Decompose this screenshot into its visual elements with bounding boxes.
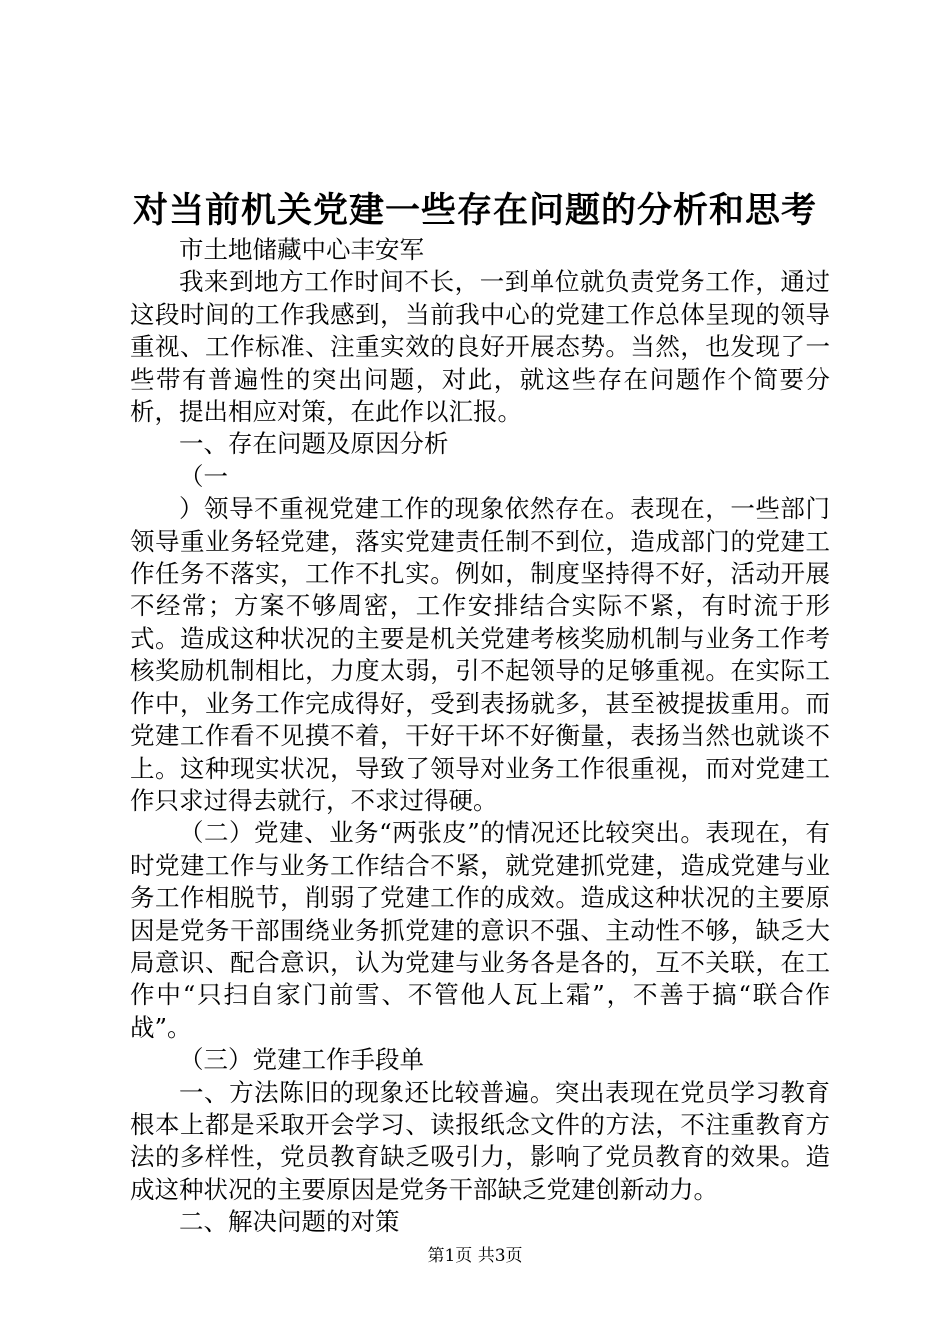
- section-heading-problems: 一、存在问题及原因分析: [179, 429, 449, 459]
- subheading-three: （三）党建工作手段单: [179, 1045, 424, 1075]
- document-body: [130, 234, 830, 1239]
- subheading-one-fragment: （一: [179, 461, 228, 491]
- section-heading-solutions: 二、解决问题的对策: [179, 1207, 400, 1237]
- author-line: 市土地储藏中心丰安军: [179, 235, 424, 264]
- paragraph-methods: 一、方法陈旧的现象还比较普遍。突出表现在党员学习教育根本上都是采取开会学习、读报纸念文件的方法，不注重教育方法的多样性，党员教育缺乏吸引力，影响了党员教育的效果。造成这种状况的主要原因是党务干部缺乏党建创新动力。: [130, 1077, 830, 1204]
- page-number-footer: 第1页 共3页: [427, 1246, 523, 1266]
- paragraph-leadership: ）领导不重视党建工作的现象依然存在。表现在，一些部门领导重业务轻党建，落实党建责任制不到位，造成部门的党建工作任务不落实，工作不扎实。例如，制度坚持得不好，活动开展不经常；方案不够周密，工作安排结合实际不紧，有时流于形式。造成这种状况的主要是机关党建考核奖励机制与业务工作考核奖励机制相比，力度太弱，引不起领导的足够重视。在实际工作中，业务工作完成得好，受到表扬就多，甚至被提拔重用。而党建工作看不见摸不着，干好干坏不好衡量，表扬当然也就谈不上。这种现实状况，导致了领导对业务工作很重视，而对党建工作只求过得去就行，不求过得硬。: [130, 494, 830, 815]
- paragraph-intro: 我来到地方工作时间不长，一到单位就负责党务工作，通过这段时间的工作我感到，当前我中心的党建工作总体呈现的领导重视、工作标准、注重实效的良好开展态势。当然，也发现了一些带有普遍性的突出问题，对此，就这些存在问题作个简要分析，提出相应对策，在此作以汇报。: [130, 267, 830, 427]
- document-title: 对当前机关党建一些存在问题的分析和思考: [132, 190, 817, 231]
- paragraph-two-skins: （二）党建、业务“两张皮”的情况还比较突出。表现在，有时党建工作与业务工作结合不紧，就党建抓党建，造成党建与业务工作相脱节，削弱了党建工作的成效。造成这种状况的主要原因是党务干部围绕业务抓党建的意识不强、主动性不够，缺乏大局意识、配合意识，认为党建与业务各是各的，互不关联，在工作中“只扫自家门前雪、不管他人瓦上霜”，不善于搞“联合作战”。: [130, 818, 830, 1042]
